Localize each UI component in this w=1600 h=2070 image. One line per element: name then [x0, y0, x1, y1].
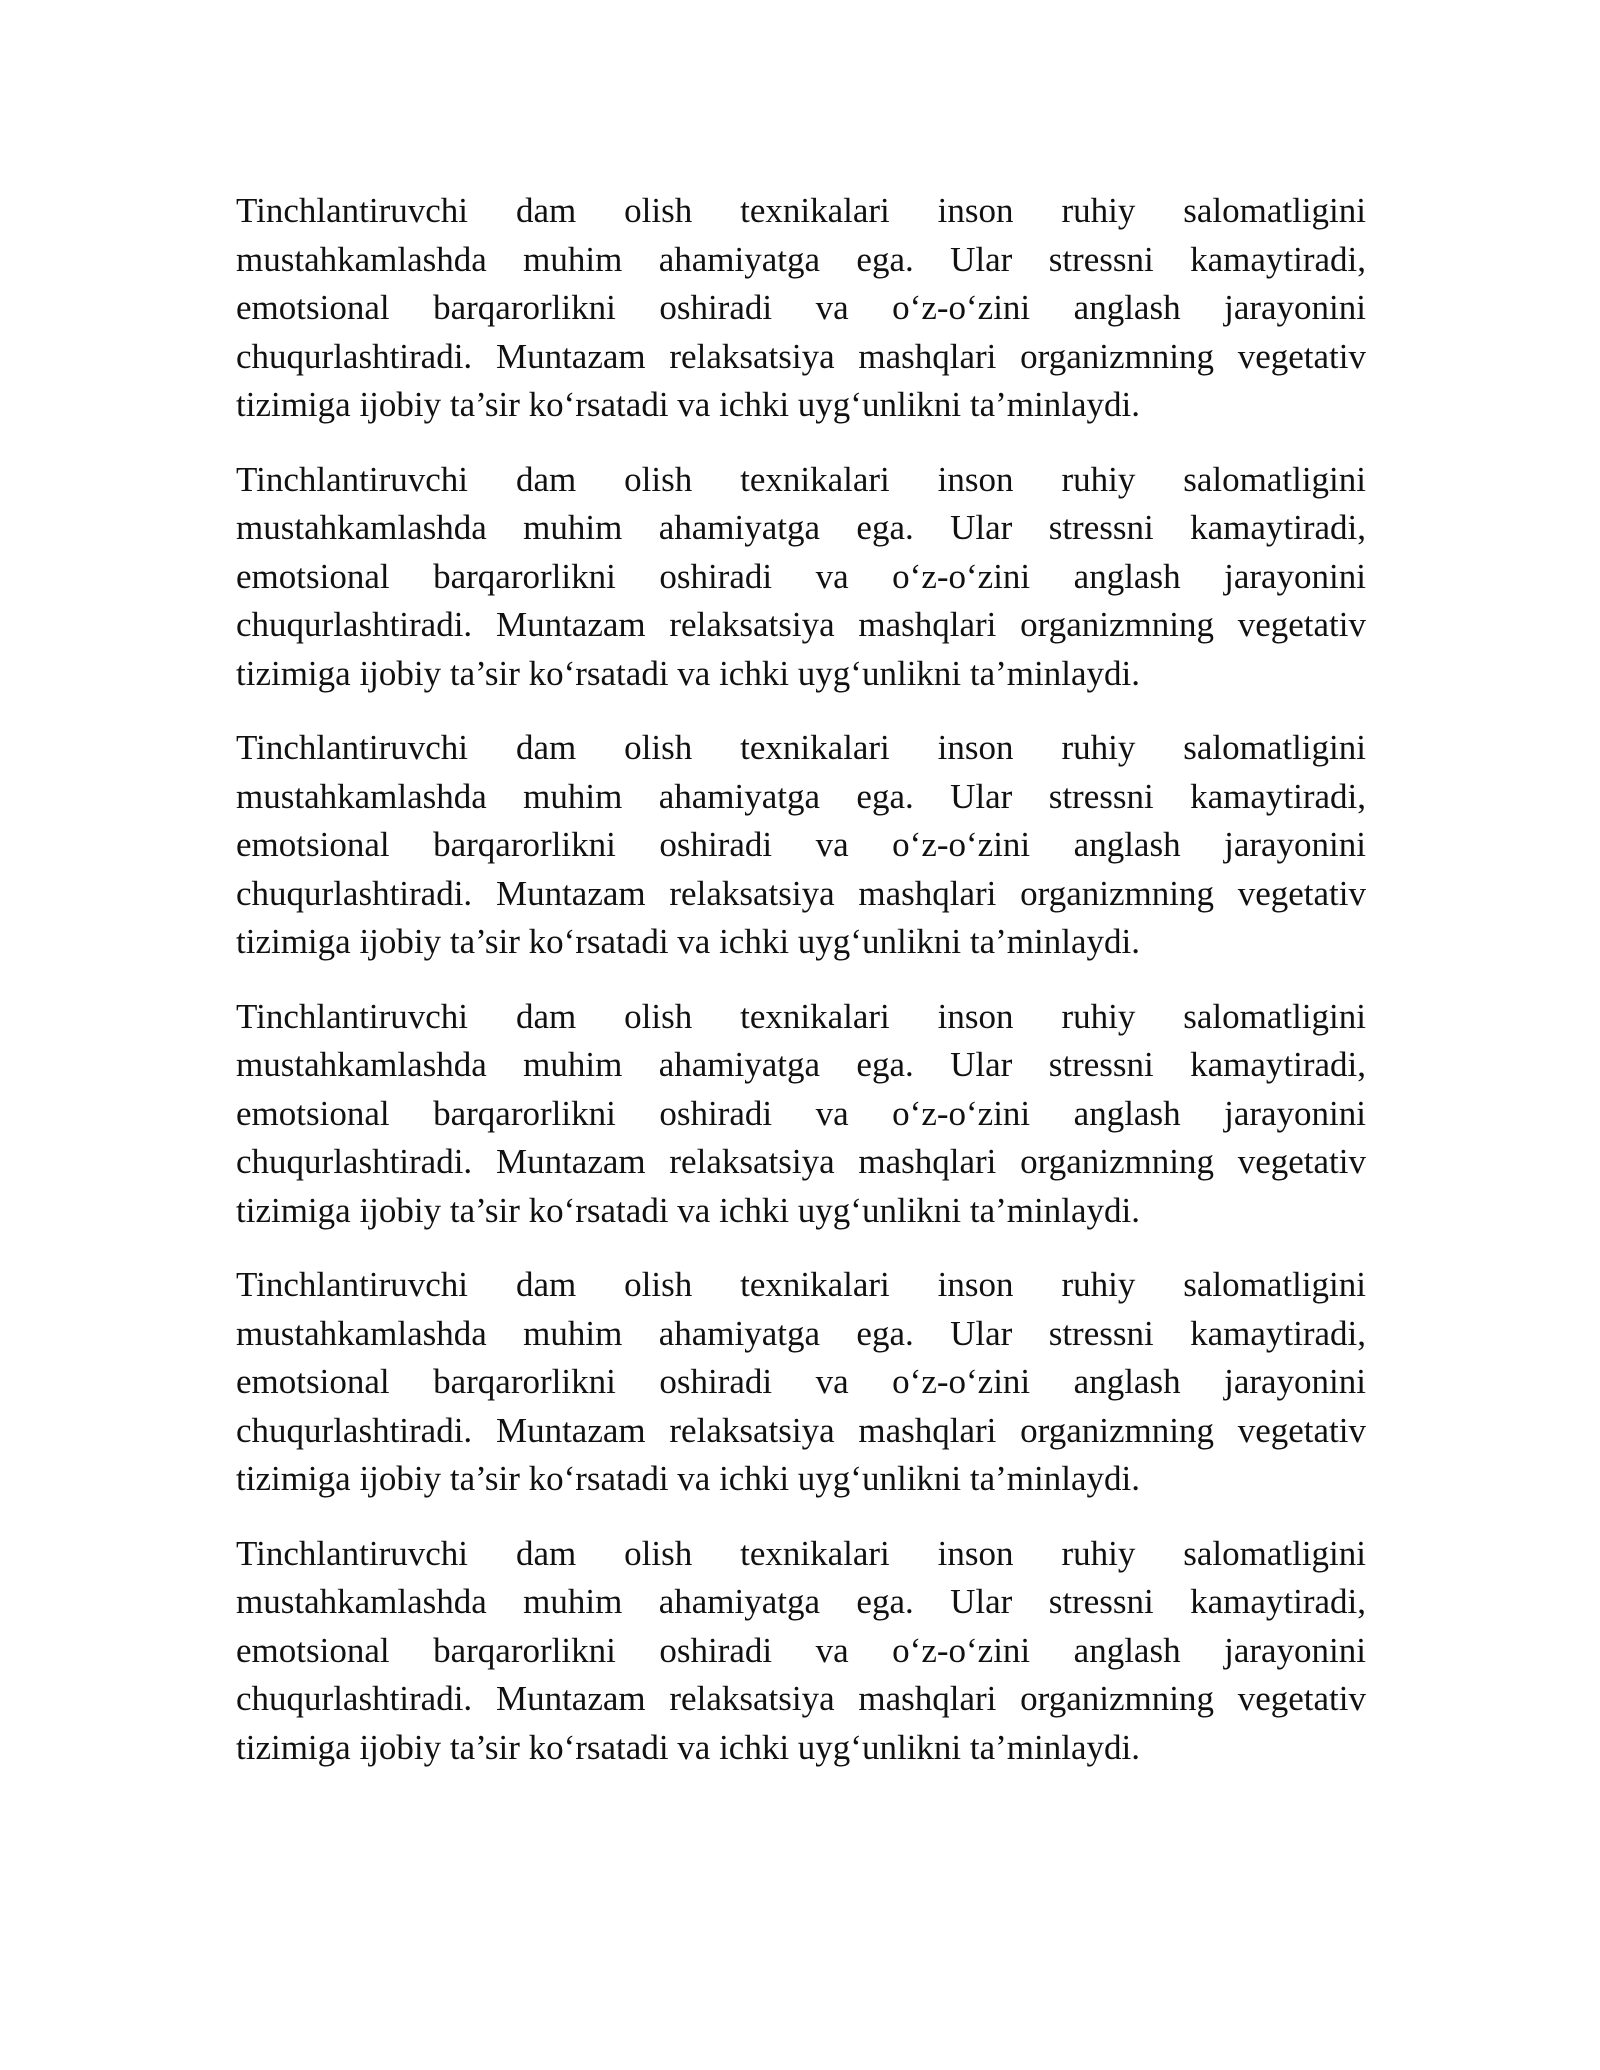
paragraph-line: chuqurlashtiradi. Muntazam relaksatsiya mashqlari organizmning vegetativ — [236, 1410, 1366, 1450]
paragraph-line: chuqurlashtiradi. Muntazam relaksatsiya mashqlari organizmning vegetativ — [236, 873, 1366, 913]
paragraph-line: Tinchlantiruvchi dam olish texnikalari inson ruhiy salomatligini — [236, 996, 1366, 1036]
paragraph-line: tizimiga ijobiy ta’sir ko‘rsatadi va ichki uyg‘unlikni ta’minlaydi. — [236, 1459, 1140, 1498]
paragraph-line: emotsional barqarorlikni oshiradi va o‘z-o‘zini anglash jarayonini — [236, 556, 1366, 596]
paragraph-line: emotsional barqarorlikni oshiradi va o‘z-o‘zini anglash jarayonini — [236, 825, 1366, 864]
paragraph-line: tizimiga ijobiy ta’sir ko‘rsatadi va ichki uyg‘unlikni ta’minlaydi. — [236, 1190, 1140, 1230]
paragraph-line: Tinchlantiruvchi dam olish texnikalari inson ruhiy salomatligini — [236, 459, 1366, 499]
paragraph-5 — [236, 1261, 1366, 1504]
paragraph-line: tizimiga ijobiy ta’sir ko‘rsatadi va ichki uyg‘unlikni ta’minlaydi. — [236, 922, 1140, 961]
paragraph-line: Tinchlantiruvchi dam olish texnikalari inson ruhiy salomatligini — [236, 1265, 1366, 1304]
paragraph-line: emotsional barqarorlikni oshiradi va o‘z-o‘zini anglash jarayonini — [236, 1362, 1366, 1401]
paragraph-line: mustahkamlashda muhim ahamiyatga ega. Ular stressni kamaytiradi, — [236, 239, 1366, 279]
paragraph-line: Tinchlantiruvchi dam olish texnikalari inson ruhiy salomatligini — [236, 1533, 1366, 1573]
paragraph-4 — [236, 993, 1366, 1236]
paragraph-1 — [236, 187, 1366, 430]
paragraph-line: chuqurlashtiradi. Muntazam relaksatsiya mashqlari organizmning vegetativ — [236, 605, 1366, 644]
paragraph-line: mustahkamlashda muhim ahamiyatga ega. Ular stressni kamaytiradi, — [236, 1582, 1366, 1621]
paragraph-line: tizimiga ijobiy ta’sir ko‘rsatadi va ichki uyg‘unlikni ta’minlaydi. — [236, 653, 1140, 693]
paragraph-line: chuqurlashtiradi. Muntazam relaksatsiya mashqlari organizmning vegetativ — [236, 1142, 1366, 1181]
paragraph-line: emotsional barqarorlikni oshiradi va o‘z-o‘zini anglash jarayonini — [236, 1093, 1366, 1133]
paragraph-line: emotsional barqarorlikni oshiradi va o‘z-o‘zini anglash jarayonini — [236, 288, 1366, 327]
paragraph-line: emotsional barqarorlikni oshiradi va o‘z-o‘zini anglash jarayonini — [236, 1630, 1366, 1670]
paragraph-6 — [236, 1530, 1366, 1773]
paragraph-line: mustahkamlashda muhim ahamiyatga ega. Ular stressni kamaytiradi, — [236, 1313, 1366, 1353]
paragraph-line: chuqurlashtiradi. Muntazam relaksatsiya mashqlari organizmning vegetativ — [236, 1679, 1366, 1718]
paragraph-line: mustahkamlashda muhim ahamiyatga ega. Ular stressni kamaytiradi, — [236, 776, 1366, 816]
paragraph-line: tizimiga ijobiy ta’sir ko‘rsatadi va ichki uyg‘unlikni ta’minlaydi. — [236, 1727, 1140, 1767]
paragraph-line: Tinchlantiruvchi dam olish texnikalari inson ruhiy salomatligini — [236, 191, 1366, 230]
paragraph-2 — [236, 456, 1366, 699]
paragraph-line: mustahkamlashda muhim ahamiyatga ega. Ular stressni kamaytiradi, — [236, 508, 1366, 547]
paragraph-3 — [236, 724, 1366, 967]
paragraph-line: chuqurlashtiradi. Muntazam relaksatsiya mashqlari organizmning vegetativ — [236, 336, 1366, 376]
paragraph-line: tizimiga ijobiy ta’sir ko‘rsatadi va ichki uyg‘unlikni ta’minlaydi. — [236, 385, 1140, 424]
paragraph-line: mustahkamlashda muhim ahamiyatga ega. Ular stressni kamaytiradi, — [236, 1045, 1366, 1084]
paragraph-line: Tinchlantiruvchi dam olish texnikalari inson ruhiy salomatligini — [236, 728, 1366, 767]
